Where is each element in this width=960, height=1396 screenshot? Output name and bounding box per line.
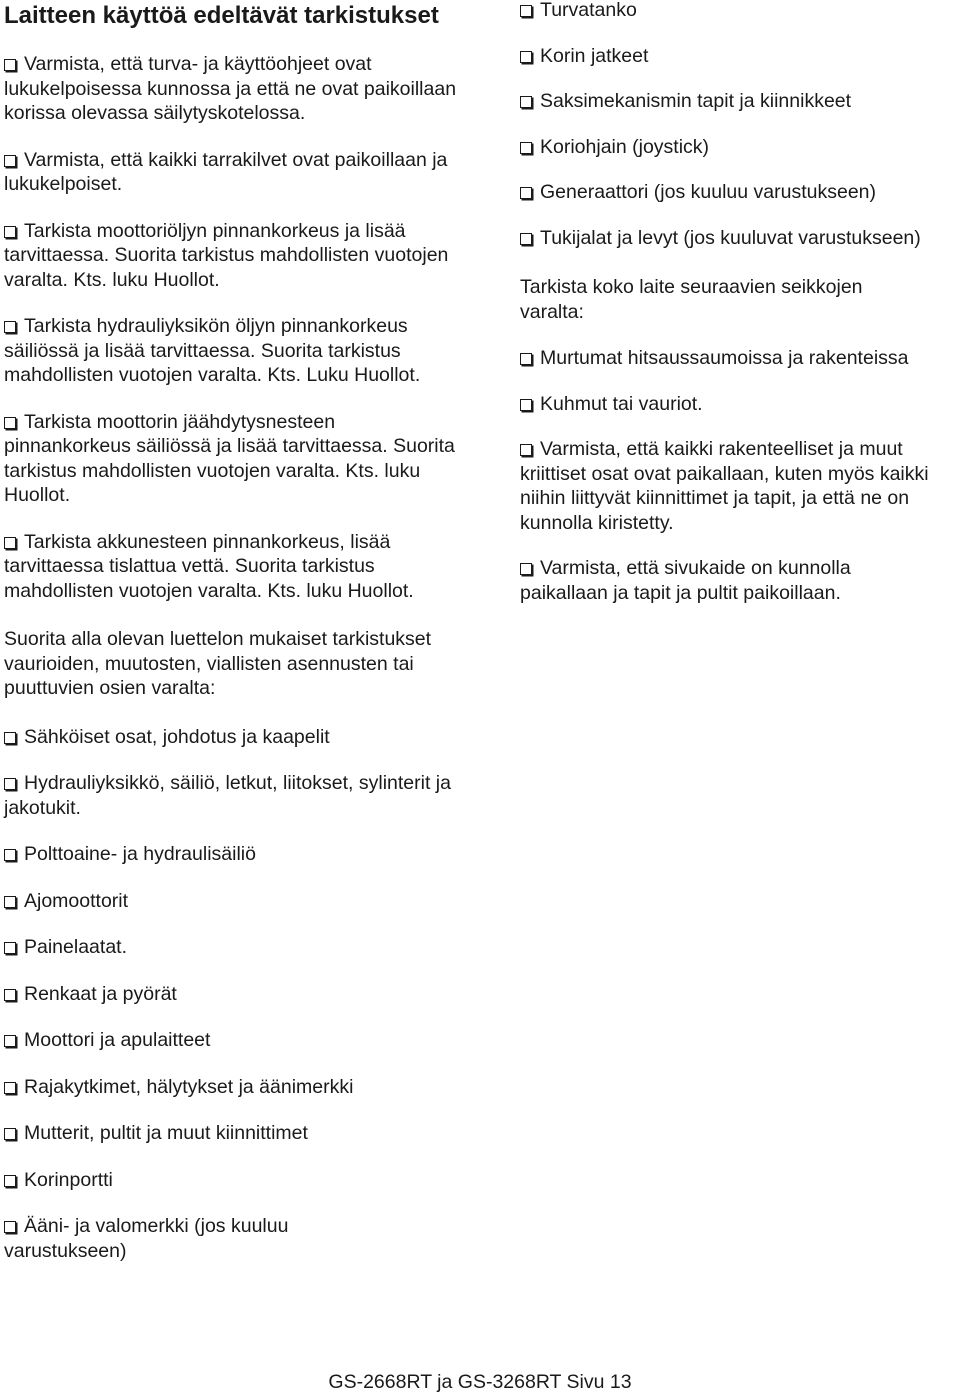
inspection-intro: Tarkista koko laite seuraavien seikkojen varalta: <box>520 276 863 323</box>
checkbox-icon <box>520 51 532 63</box>
checkbox-icon <box>4 1035 16 1047</box>
component-item: Mutterit, pultit ja muut kiinnittimet <box>4 1121 464 1146</box>
checkbox-icon <box>520 187 532 199</box>
component-item: Hydrauliyksikkö, säiliö, letkut, liitokset, sylinterit ja jakotukit. <box>4 772 451 819</box>
checkbox-icon <box>520 563 532 575</box>
checkbox-icon <box>4 1221 16 1233</box>
component-item: Korinportti <box>4 1168 464 1193</box>
structure-check-item: Murtumat hitsaussaumoissa ja rakenteissa <box>520 346 960 371</box>
component-item: Saksimekanismin tapit ja kiinnikkeet <box>520 89 960 114</box>
component-item: Moottori ja apulaitteet <box>4 1028 464 1053</box>
checkbox-icon <box>520 233 532 245</box>
component-item: Ajomoottorit <box>4 889 464 914</box>
checkbox-icon <box>4 942 16 954</box>
checkbox-icon <box>4 778 16 790</box>
structure-check-item: Kuhmut tai vauriot. <box>520 392 960 417</box>
checkbox-icon <box>4 1128 16 1140</box>
checklist-item: Tarkista moottorin jäähdytysnesteen pinnankorkeus säiliössä ja lisää tarvittaessa. Suorita tarkistus mahdollisten vuotojen varalta. Kts. luku Huollot. <box>4 410 455 506</box>
component-item: Ääni- ja valomerkki (jos kuuluu varustukseen) <box>4 1215 289 1262</box>
checkbox-icon <box>4 321 16 333</box>
checklist-item: Tarkista moottoriöljyn pinnankorkeus ja lisää tarvittaessa. Suorita tarkistus mahdollisten vuotojen varalta. Kts. luku Huollot. <box>4 219 449 291</box>
page-footer: GS-2668RT ja GS-3268RT Sivu 13 <box>328 1371 632 1393</box>
checkbox-icon <box>520 353 532 365</box>
component-item: Korin jatkeet <box>520 44 960 69</box>
inspection-intro: Suorita alla olevan luettelon mukaiset tarkistukset vaurioiden, muutosten, viallisten asennusten tai puuttuvien osien varalta: <box>4 628 432 699</box>
component-item: Rajakytkimet, hälytykset ja äänimerkki <box>4 1075 464 1100</box>
checkbox-icon <box>520 399 532 411</box>
right-column <box>520 0 960 605</box>
component-item: Generaattori (jos kuuluu varustukseen) <box>520 180 960 205</box>
checkbox-icon <box>520 96 532 108</box>
structure-check-item: Varmista, että kaikki rakenteelliset ja muut kriittiset osat ovat paikallaan, kuten myös kaikki niihin liittyvät kiinnittimet ja tapit, ja että ne on kunnolla kiristetty. <box>520 438 929 534</box>
component-item: Painelaatat. <box>4 935 464 960</box>
checklist-item: Varmista, että kaikki tarrakilvet ovat paikoillaan ja lukukelpoiset. <box>4 148 448 195</box>
checklist-item: Tarkista hydrauliyksikön öljyn pinnankorkeus säiliössä ja lisää tarvittaessa. Suorita tarkistus mahdollisten vuotojen varalta. Kts. Luku Huollot. <box>4 315 421 386</box>
checkbox-icon <box>520 5 532 17</box>
checkbox-icon <box>4 849 16 861</box>
checkbox-icon <box>4 417 16 429</box>
structure-check-item: Varmista, että sivukaide on kunnolla paikallaan ja tapit ja pultit paikoillaan. <box>520 557 851 604</box>
checkbox-icon <box>4 1082 16 1094</box>
checkbox-icon <box>4 155 16 167</box>
component-item: Polttoaine- ja hydraulisäiliö <box>4 842 464 867</box>
checkbox-icon <box>4 1175 16 1187</box>
checkbox-icon <box>4 226 16 238</box>
section-heading: Laitteen käyttöä edeltävät tarkistukset <box>4 2 439 29</box>
checkbox-icon <box>4 537 16 549</box>
component-item: Koriohjain (joystick) <box>520 135 960 160</box>
component-item: Tukijalat ja levyt (jos kuuluvat varustukseen) <box>520 226 960 251</box>
checklist-item: Varmista, että turva- ja käyttöohjeet ovat lukukelpoisessa kunnossa ja että ne ovat paikoillaan korissa olevassa säilytyskotelossa. <box>4 53 457 124</box>
checkbox-icon <box>4 732 16 744</box>
component-item: Sähköiset osat, johdotus ja kaapelit <box>4 725 464 750</box>
component-item: Turvatanko <box>520 0 960 23</box>
left-column <box>4 0 464 1263</box>
checkbox-icon <box>4 59 16 71</box>
checkbox-icon <box>520 142 532 154</box>
checklist-item: Tarkista akkunesteen pinnankorkeus, lisää tarvittaessa tislattua vettä. Suorita tarkistus mahdollisten vuotojen varalta. Kts. luku Huollot. <box>4 530 414 602</box>
component-item: Renkaat ja pyörät <box>4 982 464 1007</box>
checkbox-icon <box>4 989 16 1001</box>
checkbox-icon <box>4 896 16 908</box>
checkbox-icon <box>520 444 532 456</box>
